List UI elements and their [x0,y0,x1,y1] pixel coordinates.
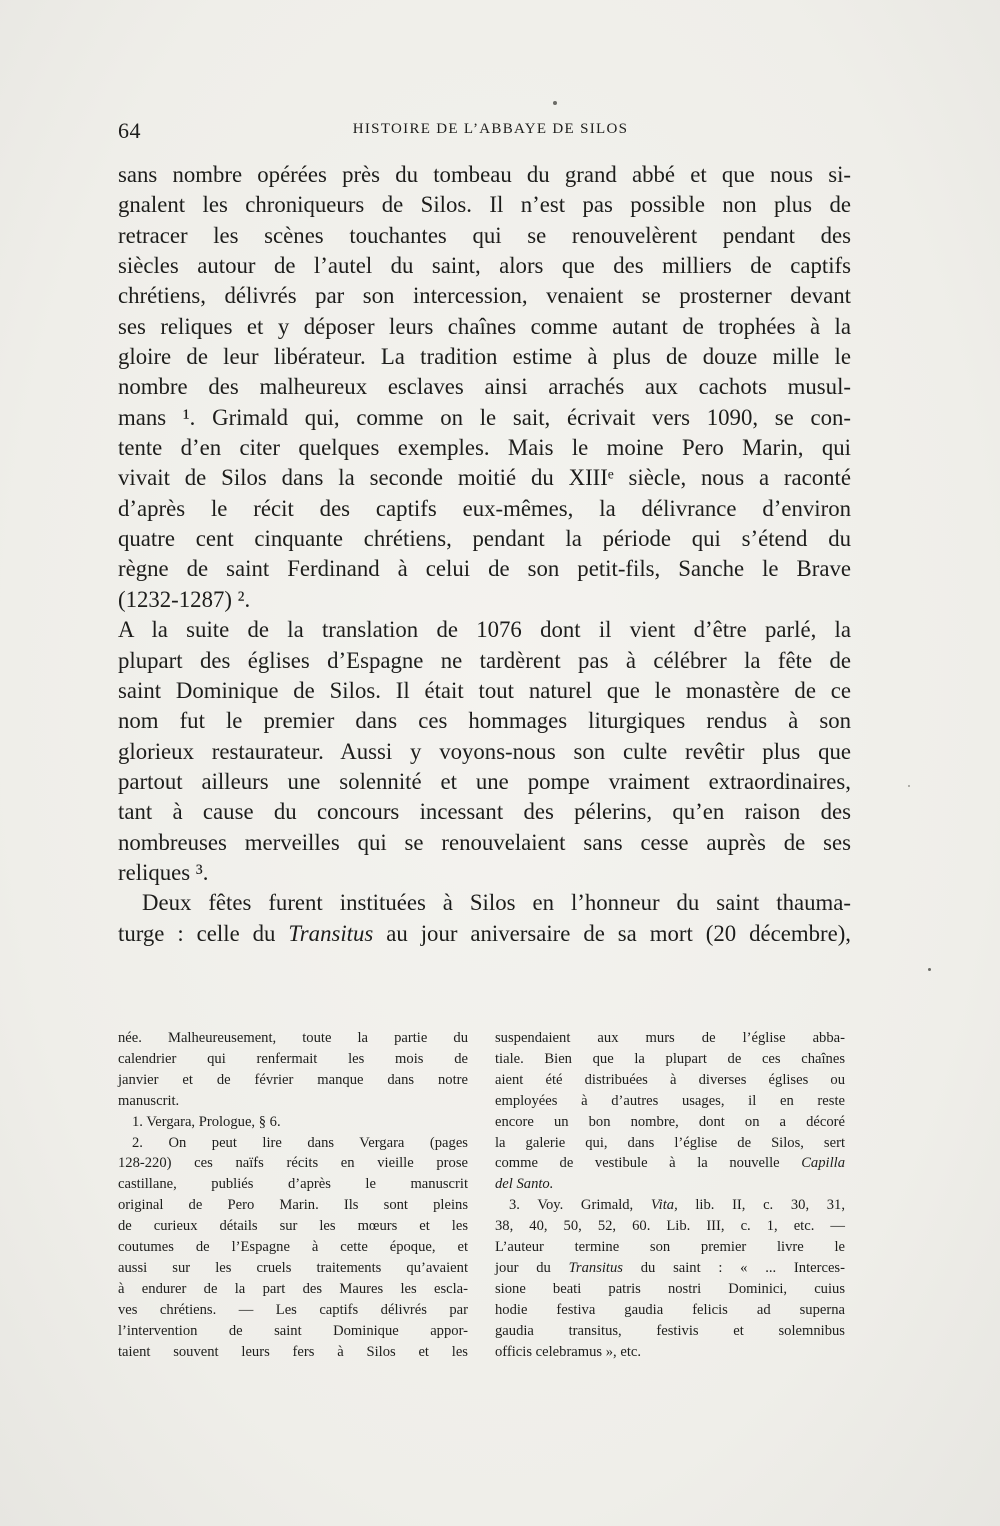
ink-speck [553,101,557,105]
italic-term: Transitus [288,920,374,946]
text-line: Deux fêtes furent instituées à Silos en l’honneur du saint thauma- [142,890,851,916]
text-line: tant à cause du concours incessant des pélerins, qu’en raison des [118,799,851,825]
ink-speck [908,785,910,787]
footnote-line: janvier et de février manque dans notre [118,1071,468,1088]
text-line: mans ¹. Grimald qui, comme on le sait, écrivait vers 1090, se con- [118,404,851,430]
footnote-line: née. Malheureusement, toute la partie du [118,1030,468,1046]
footnote-line: 2. On peut lire dans Vergara (pages [132,1134,468,1151]
text-line: siècles autour de l’autel du saint, alors que des milliers de captifs [118,253,851,279]
footnote-line: coutumes de l’Espagne à cette époque, et [118,1239,468,1256]
text-line: vivait de Silos dans la seconde moitié du XIIIᵉ siècle, nous a raconté [118,465,851,491]
text-line: plupart des églises d’Espagne ne tardèrent pas à célébrer la fête de [118,647,851,673]
footnote-line: gaudia transitus, festivis et solemnibus [495,1322,845,1339]
text-segment: 3. Voy. Grimald, [509,1197,634,1214]
text-line: sans nombre opérées près du tombeau du grand abbé et que nous si- [118,162,851,187]
text-line: retracer les scènes touchantes qui se renouvelèrent pendant des [118,222,851,248]
footnote-line: employées à d’autres usages, il en reste [495,1092,845,1109]
footnote-line: 38, 40, 50, 52, 60. Lib. III, c. 1, etc. — [495,1218,845,1235]
text-segment: au jour aniversaire de sa mort (20 décembre), [386,920,851,946]
text-line: (1232-1287) ². [118,586,251,612]
text-line: règne de saint Ferdinand à celui de son petit-fils, Sanche le Brave [118,556,851,582]
footnote-column-left [118,1028,468,1363]
text-line: ses reliques et y déposer leurs chaînes comme autant de trophées à la [118,313,851,339]
text-line: nombreuses merveilles qui se renouvelaient sans cesse auprès de ses [118,829,851,855]
text-line: saint Dominique de Silos. Il était tout naturel que le monastère de ce [118,677,851,703]
footnote-line: aient été distribuées à diverses églises ou [495,1071,845,1088]
footnote-line [495,1195,845,1216]
text-line: nom fut le premier dans ces hommages liturgiques rendus à son [118,708,851,734]
footnote-line: ves chrétiens. — Les captifs délivrés par [118,1301,468,1318]
footnote-line: officis celebramus », etc. [495,1343,642,1360]
footnote-line: castillane, publiés d’après le manuscrit [118,1176,468,1193]
footnote-line: suspendaient aux murs de l’église abba- [495,1030,845,1046]
footnote-line: 1. Vergara, Prologue, § 6. [132,1113,281,1130]
footnote-line: l’intervention de saint Dominique appor- [118,1322,468,1339]
text-segment: jour du [495,1259,551,1276]
italic-term: Transitus [568,1259,623,1276]
footnote-line: tiale. Bien que la plupart de ces chaînes [495,1050,845,1067]
footnote-line: à endurer de la part des Maures les escla- [118,1280,468,1297]
text-line: nombre des malheureux esclaves ainsi arrachés aux cachots musul- [118,374,851,400]
text-segment: comme de vestibule à la nouvelle [495,1155,780,1172]
footnote-line: L’auteur termine son premier livre le [495,1239,845,1256]
text-line: tente d’en citer quelques exemples. Mais le moine Pero Marin, qui [118,435,851,461]
footnote-line: de curieux détails sur les mœurs et les [118,1218,468,1235]
running-title: HISTOIRE DE L’ABBAYE DE SILOS [352,121,629,137]
main-text [118,160,851,949]
text-segment: du saint : « ... Interces- [640,1259,845,1276]
footnote-line: sione beati patris nostri Dominici, cuius [495,1280,845,1297]
footnote-line: encore un bon nombre, dont on a décoré [495,1113,845,1130]
page-number: 64 [118,118,141,143]
footnote-column-right [495,1028,845,1363]
footnote-line [495,1153,845,1174]
footnote-line [495,1258,845,1279]
ink-speck [928,968,931,971]
footnote-line: hodie festiva gaudia felicis ad superna [495,1301,845,1318]
running-head [118,118,863,142]
footnote-line: 128-220) ces naïfs récits en vieille prose [118,1155,468,1172]
text-line: chrétiens, délivrés par son intercession, venaient se prosterner devant [118,283,851,309]
text-line: partout ailleurs une solennité et une pompe vraiment extraordinaires, [118,768,851,794]
text-line [118,919,851,949]
footnote-line: original de Pero Marin. Ils sont pleins [118,1197,468,1214]
text-line: quatre cent cinquante chrétiens, pendant la période qui s’étend du [118,526,851,552]
text-line: gloire de leur libérateur. La tradition estime à plus de douze mille le [118,344,851,370]
footnote-line: calendrier qui renfermait les mois de [118,1050,468,1067]
text-line: A la suite de la translation de 1076 dont il vient d’être parlé, la [118,617,851,643]
text-segment: lib. II, c. 30, 31, [695,1197,845,1214]
footnote-line: taient souvent leurs fers à Silos et les [118,1343,468,1360]
text-line: glorieux restaurateur. Aussi y voyons-nous son culte revêtir plus que [118,738,851,764]
text-line: d’après le récit des captifs eux-mêmes, la délivrance d’environ [118,495,851,521]
footnotes [118,1028,863,1398]
italic-term: Capilla [801,1155,845,1172]
footnote-line: la galerie qui, dans l’église de Silos, sert [495,1134,845,1151]
footnote-line: manuscrit. [118,1092,180,1109]
text-segment: turge : celle du [118,920,276,946]
footnote-line: aussi sur les cruels traitements qu’avaient [118,1259,468,1276]
italic-term: del Santo. [495,1176,554,1193]
text-line: reliques ³. [118,859,209,885]
italic-term: Vita, [650,1197,678,1214]
footnote-line [495,1174,845,1195]
text-line: gnalent les chroniqueurs de Silos. Il n’est pas possible non plus de [118,192,851,218]
